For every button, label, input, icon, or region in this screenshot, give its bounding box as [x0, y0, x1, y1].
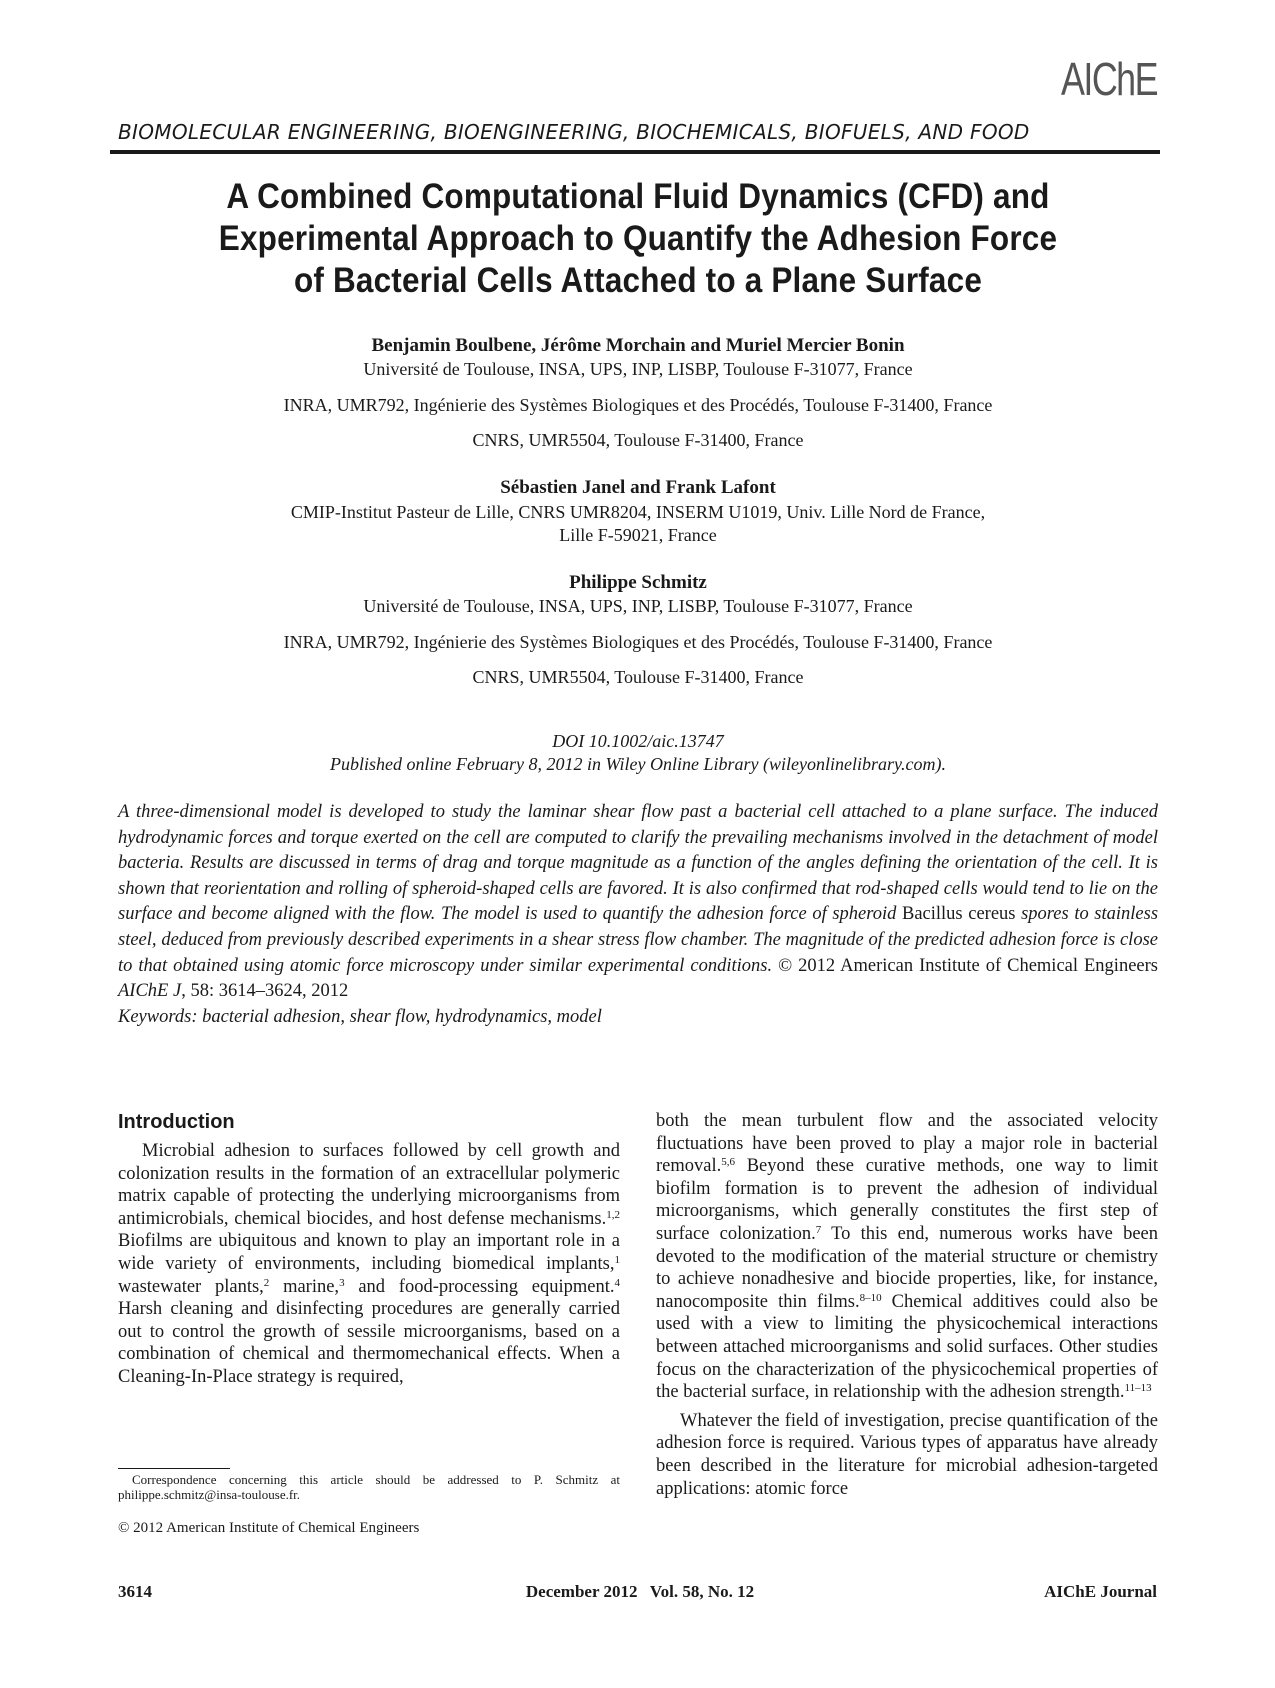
- abstract-text: spores to stainless steel, deduced from previously described experiments in a shear stress flow chamber. The magnitude of the predicted adhesion force is close to that obtained using atomic force microscopy under similar experimental conditions.: [118, 904, 1159, 976]
- affiliation: CNRS, UMR5504, Toulouse F-31400, France: [472, 667, 804, 687]
- title-line: of Bacterial Cells Attached to a Plane Surface: [293, 261, 983, 300]
- abstract-copyright: © 2012 American Institute of Chemical Engineers: [778, 955, 1158, 976]
- abstract: [118, 800, 1158, 1030]
- copyright-notice: © 2012 American Institute of Chemical Engineers: [118, 1520, 420, 1536]
- affiliation: INRA, UMR792, Ingénierie des Systèmes Biologiques et des Procédés, Toulouse F-31400, France: [283, 632, 993, 652]
- affiliation: CMIP-Institut Pasteur de Lille, CNRS UMR8204, INSERM U1019, Univ. Lille Nord de France,: [290, 502, 986, 522]
- section-header: BIOMOLECULAR ENGINEERING, BIOENGINEERING, BIOCHEMICALS, BIOFUELS, AND FOOD: [118, 120, 1030, 144]
- affiliation: Université de Toulouse, INSA, UPS, INP, LISBP, Toulouse F-31077, France: [363, 359, 913, 379]
- citation: , 58: 3614–3624, 2012: [181, 981, 349, 1002]
- author-names: Philippe Schmitz: [569, 572, 707, 593]
- paragraph: Microbial adhesion to surfaces followed by cell growth and colonization results in the formation of an extracellular polymeric matrix capable of protecting the underlying microorganisms from antimicrobials, chemical biocides, and host defense mechanisms.$^{1,2}$ Biofilms are ubiquitous and known to play an important role in a wide variety of environments, including biomedical implants,$^1$ wastewater plants,$^2$ marine,$^3$ and food-processing equipment.$^4$ Harsh cleaning and disinfecting procedures are generally carried out to control the growth of sessile microorganisms, based on a combination of chemical and thermomechanical effects. When a Cleaning-In-Place strategy is required,: [118, 1141, 620, 1387]
- article-title: [118, 176, 1158, 302]
- aiche-logo: AIChE: [1061, 53, 1157, 105]
- title-line: A Combined Computational Fluid Dynamics (CFD) and: [226, 177, 1050, 216]
- affiliation: Université de Toulouse, INSA, UPS, INP, LISBP, Toulouse F-31077, France: [363, 596, 913, 616]
- issue-info: December 2012 Vol. 58, No. 12: [525, 1582, 755, 1601]
- species-name: Bacillus cereus: [902, 904, 1016, 925]
- header-rule: [110, 150, 1160, 154]
- keywords-label: Keywords:: [118, 1006, 198, 1027]
- column-right: [656, 1110, 1158, 1500]
- keywords: [118, 1005, 1158, 1031]
- keywords-list: bacterial adhesion, shear flow, hydrodynamics, model: [202, 1006, 602, 1027]
- column-left: [118, 1110, 620, 1389]
- journal-name: AIChE Journal: [1044, 1582, 1157, 1601]
- paragraph: both the mean turbulent flow and the associated velocity fluctuations have been proved to play a major role in bacterial removal.$^{5,6}$ Beyond these curative methods, one way to limit biofilm formation is to prevent the adhesion of individual microorganisms, which generally constitutes the first step of surface colonization.$^7$ To this end, numerous works have been devoted to the modification of the material structure or chemistry to achieve nonadhesive and biocide properties, like, for instance, nanocomposite thin films.$^{8-10}$ Chemical additives could also be used with a view to limiting the physicochemical interactions between attached microorganisms and solid surfaces. Other studies focus on the characterization of the physicochemical properties of the bacterial surface, in relationship with the adhesion strength.$^{11-13}$: [656, 1111, 1159, 1403]
- footnote-rule: [118, 1468, 230, 1469]
- affiliation: INRA, UMR792, Ingénierie des Systèmes Biologiques et des Procédés, Toulouse F-31400, France: [283, 395, 993, 415]
- abstract-text: A three-dimensional model is developed to study the laminar shear flow past a bacterial cell attached to a plane surface. The induced hydrodynamic forces and torque exerted on the cell are computed to clarify the prevailing mechanisms involved in the detachment of model bacteria. Results are discussed in terms of drag and torque magnitude as a function of the angles defining the orientation of the cell. It is shown that reorientation and rolling of spheroid-shaped cells are favored. It is also confirmed that rod-shaped cells would tend to lie on the surface and become aligned with the flow. The model is used to quantify the adhesion force of spheroid: [118, 802, 1158, 925]
- doi: DOI 10.1002/aic.13747: [552, 731, 724, 751]
- affiliation: CNRS, UMR5504, Toulouse F-31400, France: [472, 430, 804, 450]
- author-names: Benjamin Boulbene, Jérôme Morchain and Muriel Mercier Bonin: [371, 335, 905, 356]
- correspondence-footnote: Correspondence concerning this article should be addressed to P. Schmitz at philippe.schmitz@insa-toulouse.fr.: [118, 1472, 620, 1502]
- title-line: Experimental Approach to Quantify the Adhesion Force: [218, 219, 1058, 258]
- journal-abbreviation: AIChE J: [118, 981, 182, 1002]
- affiliation: Lille F-59021, France: [559, 525, 717, 545]
- publication-info: Published online February 8, 2012 in Wiley Online Library (wileyonlinelibrary.com).: [330, 754, 946, 774]
- paragraph: Whatever the field of investigation, precise quantification of the adhesion force is required. Various types of apparatus have already been described in the literature for microbial adhesion-targeted applications: atomic force: [656, 1410, 1158, 1499]
- page-number: 3614: [118, 1582, 152, 1601]
- author-names: Sébastien Janel and Frank Lafont: [500, 477, 776, 498]
- section-heading: Introduction: [118, 1111, 235, 1133]
